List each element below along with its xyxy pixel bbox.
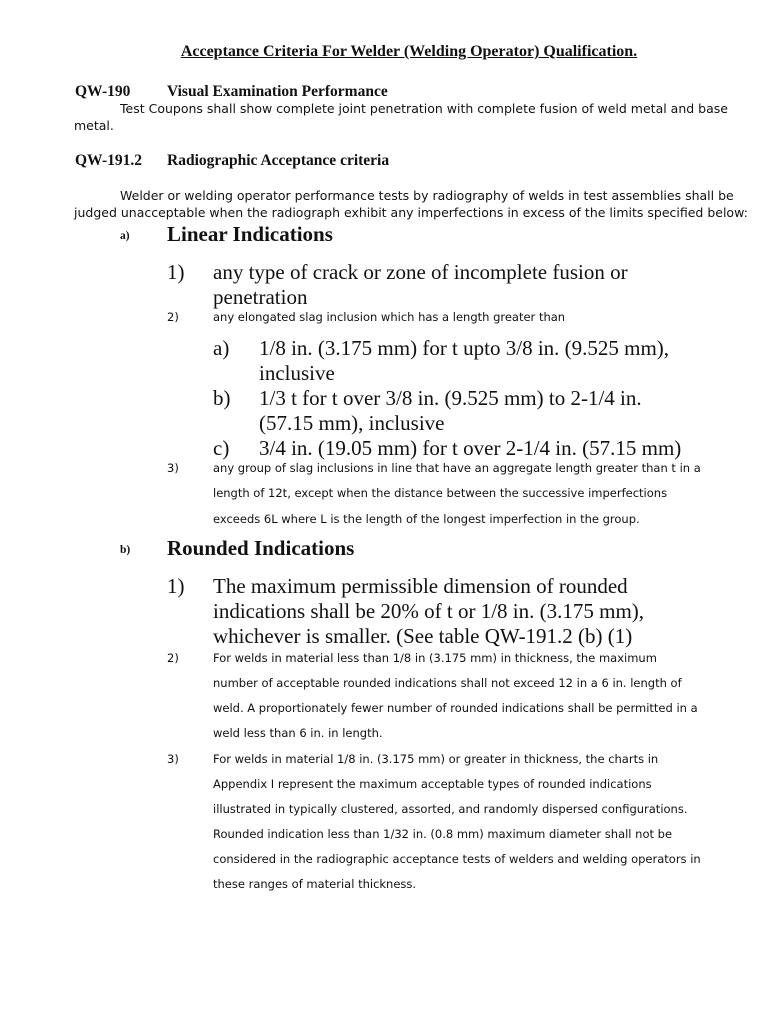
linear-sub-a-line1: 1/8 in. (3.175 mm) for t upto 3/8 in. (9.525 mm), [259, 336, 670, 360]
rounded-item3-line2: Appendix I represent the maximum acceptable types of rounded indications [213, 777, 652, 791]
linear-item1-line2: penetration [213, 285, 308, 309]
qw1912-intro-line1: Welder or welding operator performance tests by radiography of welds in test assemblies shall be [120, 188, 734, 203]
rounded-item3-line6: these ranges of material thickness. [213, 877, 417, 891]
linear-sub-a-line2: inclusive [259, 361, 335, 385]
rounded-heading: Rounded Indications [167, 536, 355, 560]
rounded-item3-line1: For welds in material 1/8 in. (3.175 mm) or greater in thickness, the charts in [213, 752, 659, 766]
qw1912-heading: Radiographic Acceptance criteria [167, 152, 390, 169]
linear-sub-c-line1: 3/4 in. (19.05 mm) for t over 2-1/4 in. (57.15 mm) [259, 436, 682, 460]
linear-item1-line1: any type of crack or zone of incomplete fusion or [213, 260, 628, 284]
document-title: Acceptance Criteria For Welder (Welding Operator) Qualification. [180, 43, 638, 60]
rounded-item2-line1: For welds in material less than 1/8 in (3.175 mm) in thickness, the maximum [213, 651, 657, 665]
rounded-item2-line4: weld less than 6 in. in length. [213, 726, 383, 740]
rounded-item3-line5: considered in the radiographic acceptance tests of welders and welding operators in [213, 852, 701, 866]
linear-sub-b-line2: (57.15 mm), inclusive [259, 411, 445, 435]
rounded-marker: b) [120, 544, 131, 556]
linear-item3-line3: exceeds 6L where L is the length of the longest imperfection in the group. [213, 512, 640, 526]
rounded-item3-line3: illustrated in typically clustered, assorted, and randomly dispersed configurations. [213, 802, 688, 816]
linear-sub-c-marker: c) [213, 436, 230, 460]
linear-item2-text: any elongated slag inclusion which has a length greater than [213, 310, 566, 324]
rounded-item2-line3: weld. A proportionately fewer number of rounded indications shall be permitted in a [213, 701, 698, 715]
linear-item2-number: 2) [167, 310, 179, 324]
rounded-item3-number: 3) [167, 752, 179, 766]
rounded-item1-line1: The maximum permissible dimension of rounded [213, 574, 628, 598]
linear-marker: a) [120, 230, 130, 242]
linear-item3-number: 3) [167, 461, 179, 475]
rounded-item1-line2: indications shall be 20% of t or 1/8 in. (3.175 mm), [213, 599, 645, 623]
qw1912-intro-line2: judged unacceptable when the radiograph exhibit any imperfections in excess of the limits specified below: [74, 205, 748, 220]
linear-sub-a-marker: a) [213, 336, 230, 360]
qw190-text: Test Coupons shall show complete joint penetration with complete fusion of weld metal and base [120, 101, 728, 116]
rounded-item2-line2: number of acceptable rounded indications shall not exceed 12 in a 6 in. length of [213, 676, 682, 690]
linear-item3-line1: any group of slag inclusions in line that have an aggregate length greater than t in a [213, 461, 701, 475]
linear-item3-line2: length of 12t, except when the distance between the successive imperfections [213, 486, 668, 500]
qw190-number: QW-190 [75, 83, 131, 100]
rounded-item2-number: 2) [167, 651, 179, 665]
qw190-text-cont: metal. [74, 118, 114, 133]
rounded-item3-line4: Rounded indication less than 1/32 in. (0.8 mm) maximum diameter shall not be [213, 827, 673, 841]
rounded-item1-line3: whichever is smaller. (See table QW-191.2 (b) (1) [213, 624, 633, 648]
qw1912-number: QW-191.2 [75, 152, 143, 169]
linear-sub-b-line1: 1/3 t for t over 3/8 in. (9.525 mm) to 2-1/4 in. [259, 386, 642, 410]
linear-sub-b-marker: b) [213, 386, 231, 410]
linear-heading: Linear Indications [167, 222, 333, 246]
qw190-heading: Visual Examination Performance [167, 83, 388, 100]
rounded-item1-number: 1) [167, 574, 185, 598]
linear-item1-number: 1) [167, 260, 185, 284]
